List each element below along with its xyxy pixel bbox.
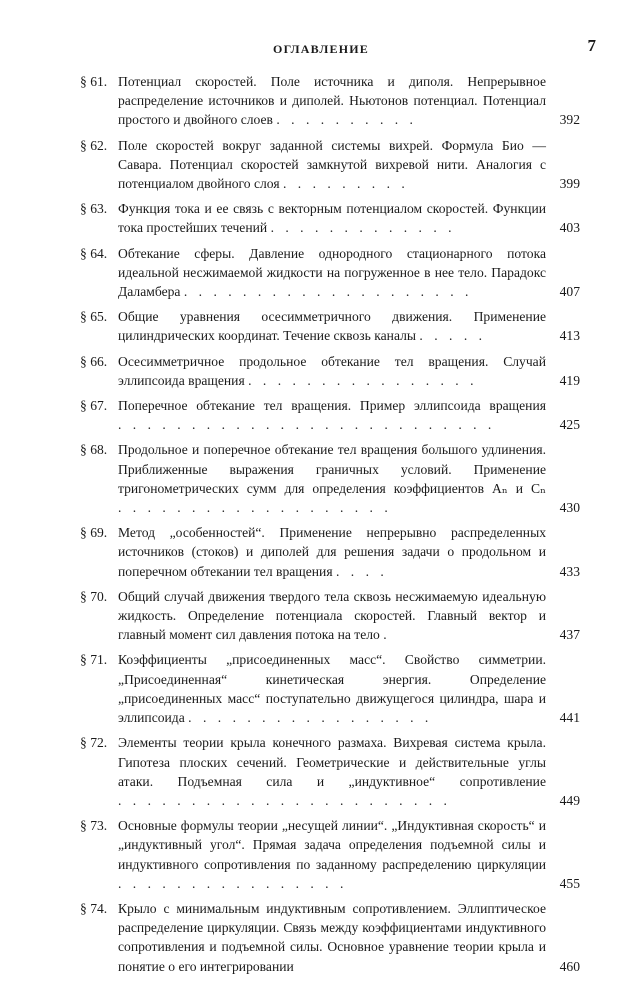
toc-entry-title: Общий случай движения твердого тела сквозь несжимаемую идеальную жидкость. Определение потенциала скоростей. Главный вектор и главный момент сил давления потока на тело <box>118 588 546 643</box>
toc-section-number: § 74. <box>80 900 108 916</box>
toc-page-number: 455 <box>559 875 580 891</box>
toc-entry-65 <box>80 307 580 345</box>
toc-page-number: 433 <box>559 563 580 579</box>
toc-entry-73 <box>80 816 580 893</box>
toc-section-number: § 66. <box>80 353 108 369</box>
toc-section-number: § 71. <box>80 652 108 668</box>
toc-page-number: 413 <box>559 328 580 344</box>
toc-entry-title: Элементы теории крыла конечного размаха. Вихревая система крыла. Гипотеза плоских сечений. Геометрические и действительные углы атаки. Подъемная сила и „индуктивное“ сопротивление <box>118 735 546 789</box>
toc-entry-74 <box>80 899 580 976</box>
toc-page-number: 419 <box>559 372 580 388</box>
toc-section-number: § 61. <box>80 74 108 89</box>
toc-entry-title: Общие уравнения осесимметричного движения. Применение цилиндрических координат. Течение сквозь каналы <box>118 309 546 344</box>
toc-leader-dots: . . . . . . . . . . . . . . . . . . . <box>118 500 392 516</box>
toc-entry-title: Метод „особенностей“. Применение непрерывно распределенных источников (стоков) и диполей для решения задачи о продольном и поперечном обтекании тел вращения <box>118 525 546 579</box>
toc-entry-title: Потенциал скоростей. Поле источника и диполя. Непрерывное распределение источников и диполей. Ньютонов потенциал. Потенциал простого и двойного слоев <box>118 74 546 128</box>
toc-entry-title: Функция тока и ее связь с векторным потенциалом скоростей. Функции тока простейших течений <box>118 201 546 236</box>
toc-entry-title: Коэффициенты „присоединенных масс“. Свойство симметрии. „Присоединенная“ кинетическая энергия. Определение „присоединенных масс“ поступательно движущегося цилиндра, шара и эллипсоида <box>118 652 546 726</box>
toc-section-number: § 70. <box>80 588 108 604</box>
toc-leader-dots: . . . . <box>335 563 388 579</box>
toc-entry-title: Осесимметричное продольное обтекание тел вращения. Случай эллипсоида вращения <box>118 353 546 388</box>
toc-page-number: 441 <box>559 710 580 726</box>
toc-entry-69 <box>80 523 580 581</box>
toc-entry-62 <box>80 136 580 194</box>
toc-section-number: § 68. <box>80 442 108 458</box>
toc-leader-dots: . . . . . . . . . . . . . . . . . . . . . . . . . . <box>118 417 496 433</box>
page-number: 7 <box>587 36 596 55</box>
toc-page-number: 392 <box>559 112 580 128</box>
toc-section-number: § 69. <box>80 525 108 541</box>
toc-section-number: § 63. <box>80 201 108 217</box>
toc-entry-title: Крыло с минимальным индуктивным сопротивлением. Эллиптическое распределение циркуляции. Связь между коэффициентами индуктивного сопротивления и подъемной силы. Основное уравнение теории крыла и понятие о его интегрировании <box>118 900 546 974</box>
toc-entry-title: Основные формулы теории „несущей линии“. „Индуктивная скорость“ и „индуктивный угол“. Прямая задача определения подъемной силы и индуктивного сопротивления по заданному распределению циркуляции <box>118 818 546 872</box>
toc-leader-dots: . . . . . . . . . . . . . . . . . . . . . . . <box>118 792 451 808</box>
toc-section-number: § 73. <box>80 818 108 834</box>
toc-entry-71 <box>80 650 580 727</box>
toc-section-number: § 64. <box>80 245 108 261</box>
toc-leader-dots: . . . . . . . . . . <box>276 112 417 128</box>
toc-page-number: 460 <box>559 958 580 974</box>
toc-entry-61 <box>80 72 580 130</box>
toc-entry-title: Продольное и поперечное обтекание тел вращения большого удлинения. Приближенные выражения граничных условий. Применение тригонометрических сумм для определения коэффициентов Aₙ и Cₙ <box>118 442 546 496</box>
toc-section-number: § 72. <box>80 735 108 751</box>
toc-page-number: 399 <box>559 176 580 192</box>
toc-entry-72 <box>80 733 580 810</box>
toc-leader-dots: . <box>383 627 391 643</box>
toc-page-number: 403 <box>559 220 580 236</box>
toc-page-number: 449 <box>559 792 580 808</box>
toc-leader-dots: . . . . . . . . . <box>283 176 409 192</box>
toc-leader-dots: . . . . . <box>419 328 487 344</box>
toc-entry-64 <box>80 244 580 302</box>
table-of-contents <box>80 72 580 982</box>
toc-entry-68 <box>80 440 580 517</box>
toc-page-number: 407 <box>559 284 580 300</box>
toc-leader-dots: . . . . . . . . . . . . . . . . . <box>188 710 433 726</box>
toc-page-number: 437 <box>559 627 580 643</box>
toc-entry-66 <box>80 352 580 390</box>
toc-leader-dots: . . . . . . . . . . . . . . . . <box>248 372 478 388</box>
toc-section-number: § 65. <box>80 309 108 325</box>
running-title: ОГЛАВЛЕНИЕ <box>273 42 369 56</box>
toc-entry-67 <box>80 396 580 434</box>
toc-section-number: § 62. <box>80 137 108 153</box>
toc-entry-title: Поперечное обтекание тел вращения. Пример эллипсоида вращения <box>118 398 546 414</box>
toc-page-number: 425 <box>559 417 580 433</box>
toc-page-number: 430 <box>559 500 580 516</box>
toc-section-number: § 67. <box>80 398 108 414</box>
toc-entry-title: Поле скоростей вокруг заданной системы вихрей. Формула Био — Савара. Потенциал скоростей замкнутой вихревой нити. Аналогия с потенциалом двойного слоя <box>118 137 546 192</box>
toc-entry-70 <box>80 587 580 645</box>
toc-leader-dots: . . . . . . . . . . . . . . . . . . . . <box>183 284 473 300</box>
toc-entry-63 <box>80 199 580 237</box>
toc-leader-dots: . . . . . . . . . . . . . . . . <box>118 875 348 891</box>
toc-entry-title: Обтекание сферы. Давление однородного стационарного потока идеальной несжимаемой жидкости на погруженное в нее тело. Парадокс Даламбера <box>118 245 546 300</box>
toc-leader-dots: . . . . . . . . . . . . . <box>270 220 456 236</box>
